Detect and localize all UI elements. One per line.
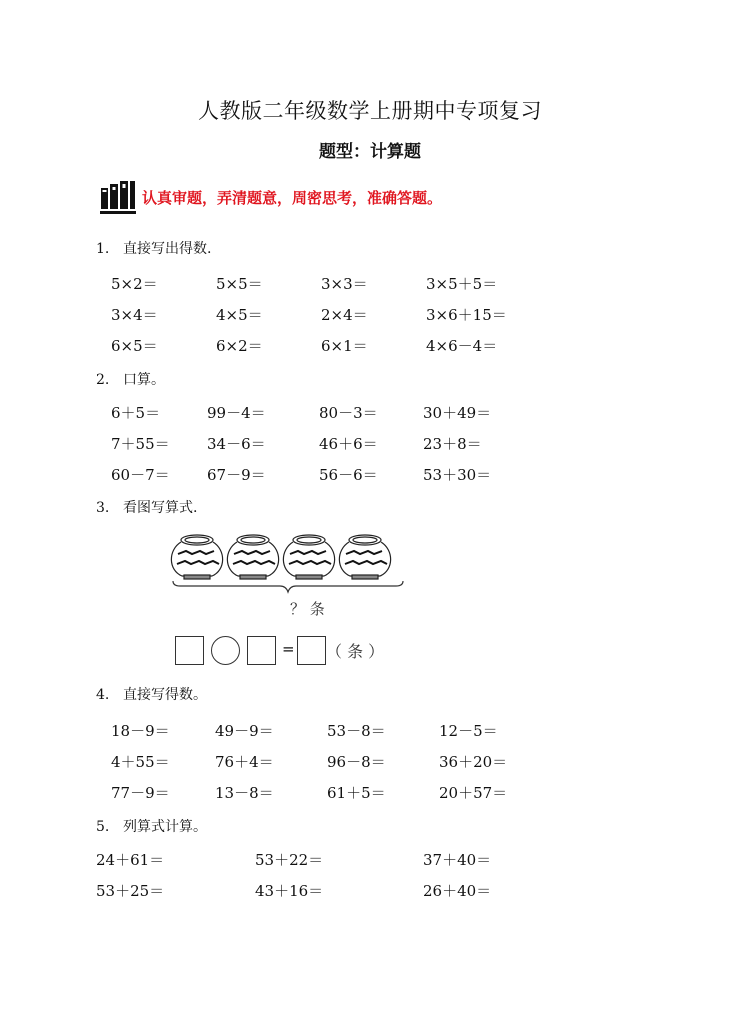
q1-item: 2×4＝ <box>321 306 368 324</box>
operator-circle[interactable] <box>211 636 240 665</box>
instruction-banner <box>100 180 442 214</box>
q4-item: 96－8＝ <box>327 753 386 771</box>
q2-item: 80－3＝ <box>319 404 378 422</box>
page-title: 人教版二年级数学上册期中专项复习 <box>198 99 542 123</box>
q1-item: 6×1＝ <box>321 337 368 355</box>
q4-item: 53－8＝ <box>327 722 386 740</box>
question-4-heading: 4. 直接写得数。 <box>96 687 207 703</box>
q1-item: 5×5＝ <box>216 275 263 293</box>
question-label: ？ 条 <box>290 600 325 618</box>
answer-box-2[interactable] <box>247 636 276 665</box>
q2-item: 46＋6＝ <box>319 435 378 453</box>
unit-label: （ 条 ） <box>326 642 385 661</box>
q4-item: 20＋57＝ <box>439 784 508 802</box>
q1-item: 4×5＝ <box>216 306 263 324</box>
question-3-heading: 3. 看图写算式. <box>96 500 198 516</box>
q2-item: 60－7＝ <box>111 466 170 484</box>
q5-item: 37＋40＝ <box>423 851 492 869</box>
q4-item: 49－9＝ <box>215 722 274 740</box>
q2-item: 6＋5＝ <box>111 404 161 422</box>
q5-item: 53＋22＝ <box>255 851 324 869</box>
q5-item: 24＋61＝ <box>96 851 165 869</box>
q4-item: 36＋20＝ <box>439 753 508 771</box>
q2-item: 67－9＝ <box>207 466 266 484</box>
q1-item: 4×6－4＝ <box>426 337 498 355</box>
instruction-text: 认真审题，弄清题意，周密思考，准确答题。 <box>142 188 443 207</box>
q2-item: 56－6＝ <box>319 466 378 484</box>
q2-item: 23＋8＝ <box>423 435 482 453</box>
q1-item: 5×2＝ <box>111 275 158 293</box>
answer-box-1[interactable] <box>175 636 204 665</box>
q4-item: 77－9＝ <box>111 784 170 802</box>
q4-item: 13－8＝ <box>215 784 274 802</box>
q4-item: 4＋55＝ <box>111 753 170 771</box>
equals-sign: = <box>282 640 295 658</box>
q2-item: 99－4＝ <box>207 404 266 422</box>
question-5-heading: 5. 列算式计算。 <box>96 819 207 835</box>
q5-item: 43＋16＝ <box>255 882 324 900</box>
q2-item: 30＋49＝ <box>423 404 492 422</box>
q2-item: 7＋55＝ <box>111 435 170 453</box>
q1-item: 3×6＋15＝ <box>426 306 507 324</box>
q1-item: 3×3＝ <box>321 275 368 293</box>
q5-item: 26＋40＝ <box>423 882 492 900</box>
brace <box>172 580 404 594</box>
q4-item: 18－9＝ <box>111 722 170 740</box>
q1-item: 3×4＝ <box>111 306 158 324</box>
q1-item: 3×5＋5＝ <box>426 275 498 293</box>
page-subtitle: 题型：计算题 <box>319 142 421 162</box>
q2-item: 34－6＝ <box>207 435 266 453</box>
question-2-heading: 2. 口算。 <box>96 372 165 388</box>
books-icon <box>100 180 136 214</box>
q5-item: 53＋25＝ <box>96 882 165 900</box>
q4-item: 12－5＝ <box>439 722 498 740</box>
q2-item: 53＋30＝ <box>423 466 492 484</box>
q4-item: 61＋5＝ <box>327 784 386 802</box>
fishbowls-figure <box>170 532 400 582</box>
q4-item: 76＋4＝ <box>215 753 274 771</box>
q1-item: 6×5＝ <box>111 337 158 355</box>
q1-item: 6×2＝ <box>216 337 263 355</box>
answer-box-result[interactable] <box>297 636 326 665</box>
question-1-heading: 1. 直接写出得数. <box>96 241 212 257</box>
